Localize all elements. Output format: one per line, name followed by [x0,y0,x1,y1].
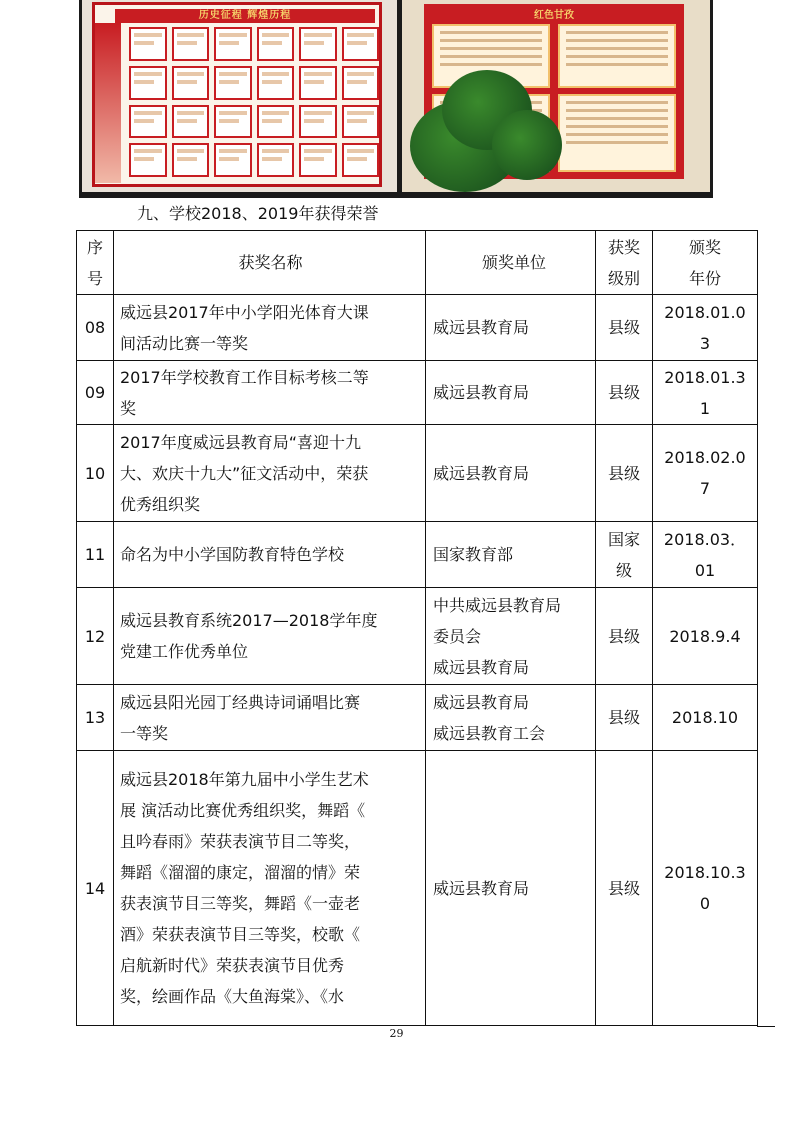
row-number: 11 [77,522,114,588]
award-level: 国家 级 [596,522,653,588]
photo-card [257,27,295,61]
banner-heading: 历史征程 辉煌历程 [115,9,375,23]
award-date: 2018.01.3 1 [653,361,758,425]
issuer: 威远县教育局 [426,425,596,522]
photo-card [342,27,380,61]
photo-card [129,66,167,100]
award-level: 县级 [596,751,653,1026]
award-date: 2018.01.0 3 [653,295,758,361]
table-row [77,425,758,522]
photo-card [342,105,380,139]
award-level: 县级 [596,295,653,361]
photo-card [214,105,252,139]
issuer: 威远县教育局 [426,295,596,361]
board-panel [558,24,676,88]
photo-card-grid [129,27,379,177]
awards-table [76,230,758,1026]
red-culture-board-photo [402,0,710,192]
photo-card [129,27,167,61]
page-number: 29 [389,1027,404,1040]
issuer: 威远县教育局 [426,751,596,1026]
award-date: 2018.03． 01 [653,522,758,588]
plant-foliage [492,110,562,180]
header-level: 获奖 级别 [596,231,653,295]
photo-card [257,105,295,139]
table-row [77,685,758,751]
award-level: 县级 [596,425,653,522]
section-title: 九、学校2018、2019年获得荣誉 [137,204,379,223]
award-date: 2018.10 [653,685,758,751]
table-row [77,522,758,588]
award-name: 2017年学校教育工作目标考核二等 奖 [114,361,426,425]
award-name: 威远县2018年第九届中小学生艺术 展 演活动比赛优秀组织奖，舞蹈《 且吟春雨》荣获表演节目二等奖， 舞蹈《溜溜的康定，溜溜的情》荣 获表演节目三等奖，舞蹈《一壶老 酒》荣获表演节目三等奖，校歌《 启航新时代》荣获表演节目优秀 奖，绘画作品《大鱼海棠》、《水 [114,751,426,1026]
photo-card [299,27,337,61]
award-name: 威远县教育系统2017—2018学年度 党建工作优秀单位 [114,588,426,685]
photo-card [172,105,210,139]
issuer: 中共威远县教育局 委员会 威远县教育局 [426,588,596,685]
photo-card [257,143,295,177]
photo-card [342,143,380,177]
photo-card [214,66,252,100]
award-name: 威远县2017年中小学阳光体育大课 间活动比赛一等奖 [114,295,426,361]
photo-card [214,27,252,61]
photo-card [172,66,210,100]
issuer: 威远县教育局 威远县教育工会 [426,685,596,751]
table-header-row [77,231,758,295]
photo-card [129,105,167,139]
table-row [77,361,758,425]
table-row [77,751,758,1026]
row-number: 13 [77,685,114,751]
award-date: 2018.10.3 0 [653,751,758,1026]
photo-card [299,66,337,100]
photo-card [257,66,295,100]
photo-card [299,105,337,139]
board-panel [558,94,676,172]
row-number: 08 [77,295,114,361]
photo-card [172,143,210,177]
row-number: 10 [77,425,114,522]
issuer: 威远县教育局 [426,361,596,425]
photo-card [214,143,252,177]
award-level: 县级 [596,361,653,425]
history-wall-photo [82,0,397,192]
issuer: 国家教育部 [426,522,596,588]
award-name: 2017年度威远县教育局“喜迎十九 大、欢庆十九大”征文活动中，荣获 优秀组织奖 [114,425,426,522]
red-swoosh-decoration [95,23,121,183]
photo-card [172,27,210,61]
table-row [77,295,758,361]
award-date: 2018.9.4 [653,588,758,685]
row-number: 14 [77,751,114,1026]
header-award-name: 获奖名称 [114,231,426,295]
award-name: 命名为中小学国防教育特色学校 [114,522,426,588]
header-no: 序 号 [77,231,114,295]
photo-strip [79,0,713,198]
award-level: 县级 [596,685,653,751]
award-level: 县级 [596,588,653,685]
header-issuer: 颁奖单位 [426,231,596,295]
photo-card [299,143,337,177]
table-row [77,588,758,685]
photo-card [129,143,167,177]
photo-card [342,66,380,100]
row-number: 09 [77,361,114,425]
award-name: 威远县阳光园丁经典诗词诵唱比赛 一等奖 [114,685,426,751]
board-heading: 红色甘孜 [534,10,574,21]
row-number: 12 [77,588,114,685]
header-year: 颁奖 年份 [653,231,758,295]
history-wall-banner [92,2,382,187]
award-date: 2018.02.0 7 [653,425,758,522]
